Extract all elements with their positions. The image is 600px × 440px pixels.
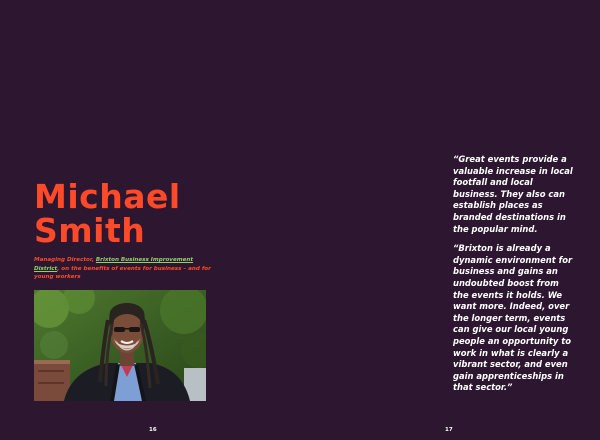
caption-prefix: Managing Director, — [34, 257, 96, 263]
profile-caption — [34, 256, 214, 282]
quote-paragraph: “Great events provide a valuable increase in local footfall and local business. They also can establish places as branded destinations in the popular mind. — [453, 154, 573, 234]
profile-last-name: Smith — [34, 211, 146, 250]
portrait-photo — [34, 290, 206, 401]
quote-paragraph: “Brixton is already a dynamic environment for business and gains an undoubted boost from the events it holds. We want more. Indeed, over the longer term, events can give our local young people an opportunity to work in what is clearly a vibrant sector, and even gain apprenticeships in that sector.” — [453, 243, 573, 393]
quote-column — [453, 154, 577, 402]
page-number-right: 17 — [445, 427, 453, 433]
caption-link[interactable]: Brixton Business Improvement District — [34, 257, 194, 272]
caption-suffix: , on the benefits of events for business – and for young workers — [34, 265, 211, 281]
profile-first-name: Michael — [34, 177, 181, 216]
page-number-left: 16 — [149, 427, 157, 433]
profile-name — [34, 177, 181, 250]
